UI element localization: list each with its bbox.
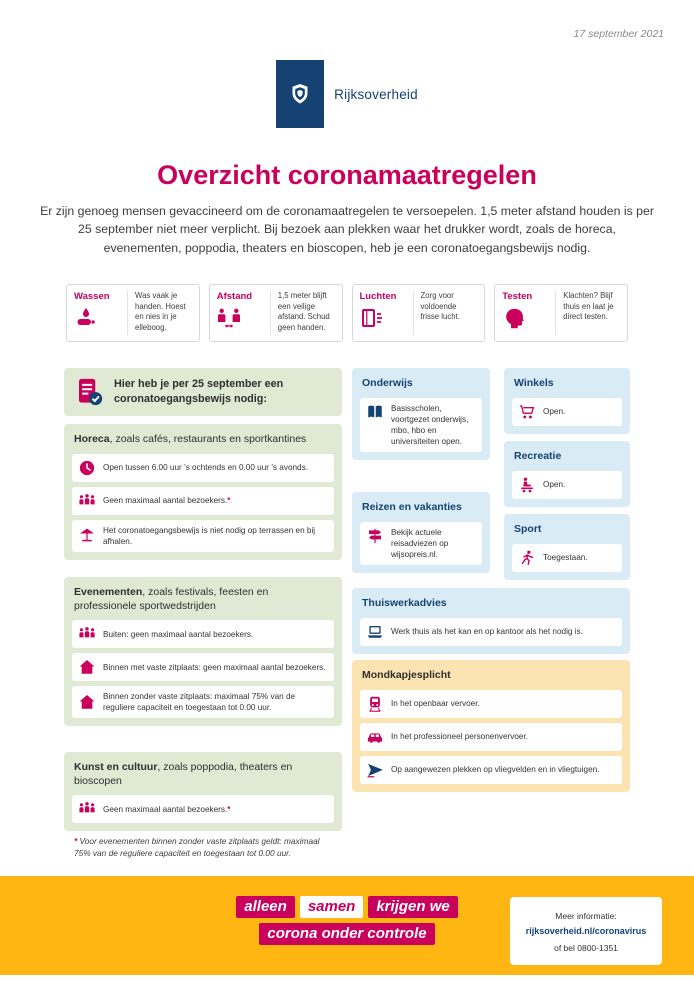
rijksoverheid-emblem-icon [288,82,312,106]
coronavirus-link[interactable]: rijksoverheid.nl/coronavirus [525,926,647,936]
rule-row: Het coronatoegangsbewijs is niet nodig op terrassen en bij afhalen. [72,520,334,552]
rule-row: Toegestaan. [512,544,622,572]
slogan-word: krijgen we [368,896,457,918]
section-title: Kunst en cultuur, zoals poppodia, theaters en bioscopen [74,761,293,787]
intro-paragraph: Er zijn genoeg mensen gevaccineerd om de coronamaatregelen te versoepelen. 1,5 meter afstand houden is per 25 september niet meer verplicht. Bij bezoek aan plekken waar het drukker wordt, zoals de horeca, evenementen, poppodia, theaters en bioscopen, heb je een coronatoegangsbewijs nodig. [40,204,654,255]
campaign-footer [0,876,694,975]
section-winkels [504,368,630,434]
section-title: Mondkapjesplicht [362,669,451,681]
section-onderwijs [352,368,490,460]
rule-row: Open tussen 6.00 uur ’s ochtends en 0.00 uur ’s avonds. [72,454,334,482]
airplane-icon [366,761,384,779]
corona-pass-icon [74,377,104,407]
rule-row: Basisscholen, voortgezet onderwijs, mbo, hbo en universiteiten open. [360,398,482,452]
basic-card-afstand [209,284,343,342]
corona-pass-banner [64,368,342,416]
basic-card-label: Wassen [74,291,110,302]
divider [555,291,556,335]
section-title: Horeca, zoals cafés, restaurants en sportkantines [74,433,307,445]
more-info-box [510,897,662,965]
section-title: Sport [514,523,542,535]
section-title: Recreatie [514,450,562,462]
recreation-icon [518,476,536,494]
terrace-icon [78,527,96,545]
logo-wordmark: Rijksoverheid [334,86,418,102]
section-title: Reizen en vakanties [362,501,462,513]
basic-card-label: Testen [502,291,533,302]
train-icon [366,695,384,713]
basic-card-text: 1,5 meter blijft een veilige afstand. Schud geen handen. [277,291,330,332]
section-title: Evenementen, zoals festivals, feesten en professionele sportwedstrijden [74,586,269,612]
rule-row: Werk thuis als het kan en op kantoor als het nodig is. [360,618,622,646]
runner-icon [518,549,536,567]
info-phone: of bel 0800-1351 [554,943,618,953]
book-icon [366,403,384,421]
section-thuiswerkadvies [352,588,630,654]
info-label: Meer informatie: [555,911,617,921]
rule-row: Open. [512,471,622,499]
basic-card-wassen [66,284,200,342]
corona-pass-text: Hier heb je per 25 september een coronatoegangsbewijs nodig: [114,378,284,405]
visitors-icon [78,625,96,643]
rule-row: Buiten: geen maximaal aantal bezoekers. [72,620,334,648]
basic-card-label: Afstand [216,291,253,302]
basic-card-text: Klachten? Blijf thuis en laat je direct testen. [563,291,614,322]
section-title: Onderwijs [362,377,413,389]
shopping-cart-icon [518,403,536,421]
rule-row: Bekijk actuele reisadviezen op wijsopreis.nl. [360,522,482,565]
section-horeca [64,424,342,560]
rijksoverheid-logo [0,60,694,128]
section-mondkapjesplicht [352,660,630,792]
rule-row: Binnen met vaste zitplaats: geen maximaal aantal bezoekers. [72,653,334,681]
section-recreatie [504,441,630,507]
divider [413,291,414,335]
travel-icon [366,527,384,545]
section-title: Winkels [514,377,554,389]
basic-card-text: Zorg voor voldoende frisse lucht. [420,291,460,322]
taxi-icon [366,728,384,746]
distance-icon [217,306,241,330]
visitors-icon [78,492,96,510]
slogan-word: samen [300,896,364,918]
section-reizen [352,492,490,573]
rule-row: Geen maximaal aantal bezoekers.* [72,795,334,823]
wash-hands-icon [74,306,98,330]
rule-row: In het openbaar vervoer. [360,690,622,718]
rule-row: In het professioneel personenvervoer. [360,723,622,751]
venue-icon [78,658,96,676]
divider [127,291,128,335]
test-icon [502,306,526,330]
divider [270,291,271,335]
section-title: Thuiswerkadvies [362,597,447,609]
document-date: 17 september 2021 [573,28,664,40]
rule-row: Op aangewezen plekken op vliegvelden en in vliegtuigen. [360,756,622,784]
basic-card-luchten [352,284,486,342]
basic-card-testen [494,284,628,342]
slogan-word: corona onder controle [259,923,434,945]
rule-row: Open. [512,398,622,426]
basic-rules-row [66,284,628,342]
laptop-icon [366,623,384,641]
section-evenementen [64,577,342,726]
section-sport [504,514,630,580]
rule-row: Geen maximaal aantal bezoekers.* [72,487,334,515]
clock-icon [78,459,96,477]
basic-card-text: Was vaak je handen. Hoest en nies in je elleboog. [135,291,186,332]
slogan-word: alleen [236,896,295,918]
basic-card-label: Luchten [359,291,397,302]
footnote: * Voor evenementen binnen zonder vaste zitplaats geldt: maximaal 75% van de reguliere capaciteit en toegestaan tot 0.00 uur. [74,836,320,858]
venue-icon [78,693,96,711]
rule-row: Binnen zonder vaste zitplaats: maximaal 75% van de reguliere capaciteit en toegestaan tot 0.00 uur. [72,686,334,718]
page-title: Overzicht coronamaatregelen [157,160,537,190]
logo-banner [276,60,324,128]
visitors-icon [78,800,96,818]
ventilation-icon [360,306,384,330]
section-kunst-cultuur [64,752,342,831]
